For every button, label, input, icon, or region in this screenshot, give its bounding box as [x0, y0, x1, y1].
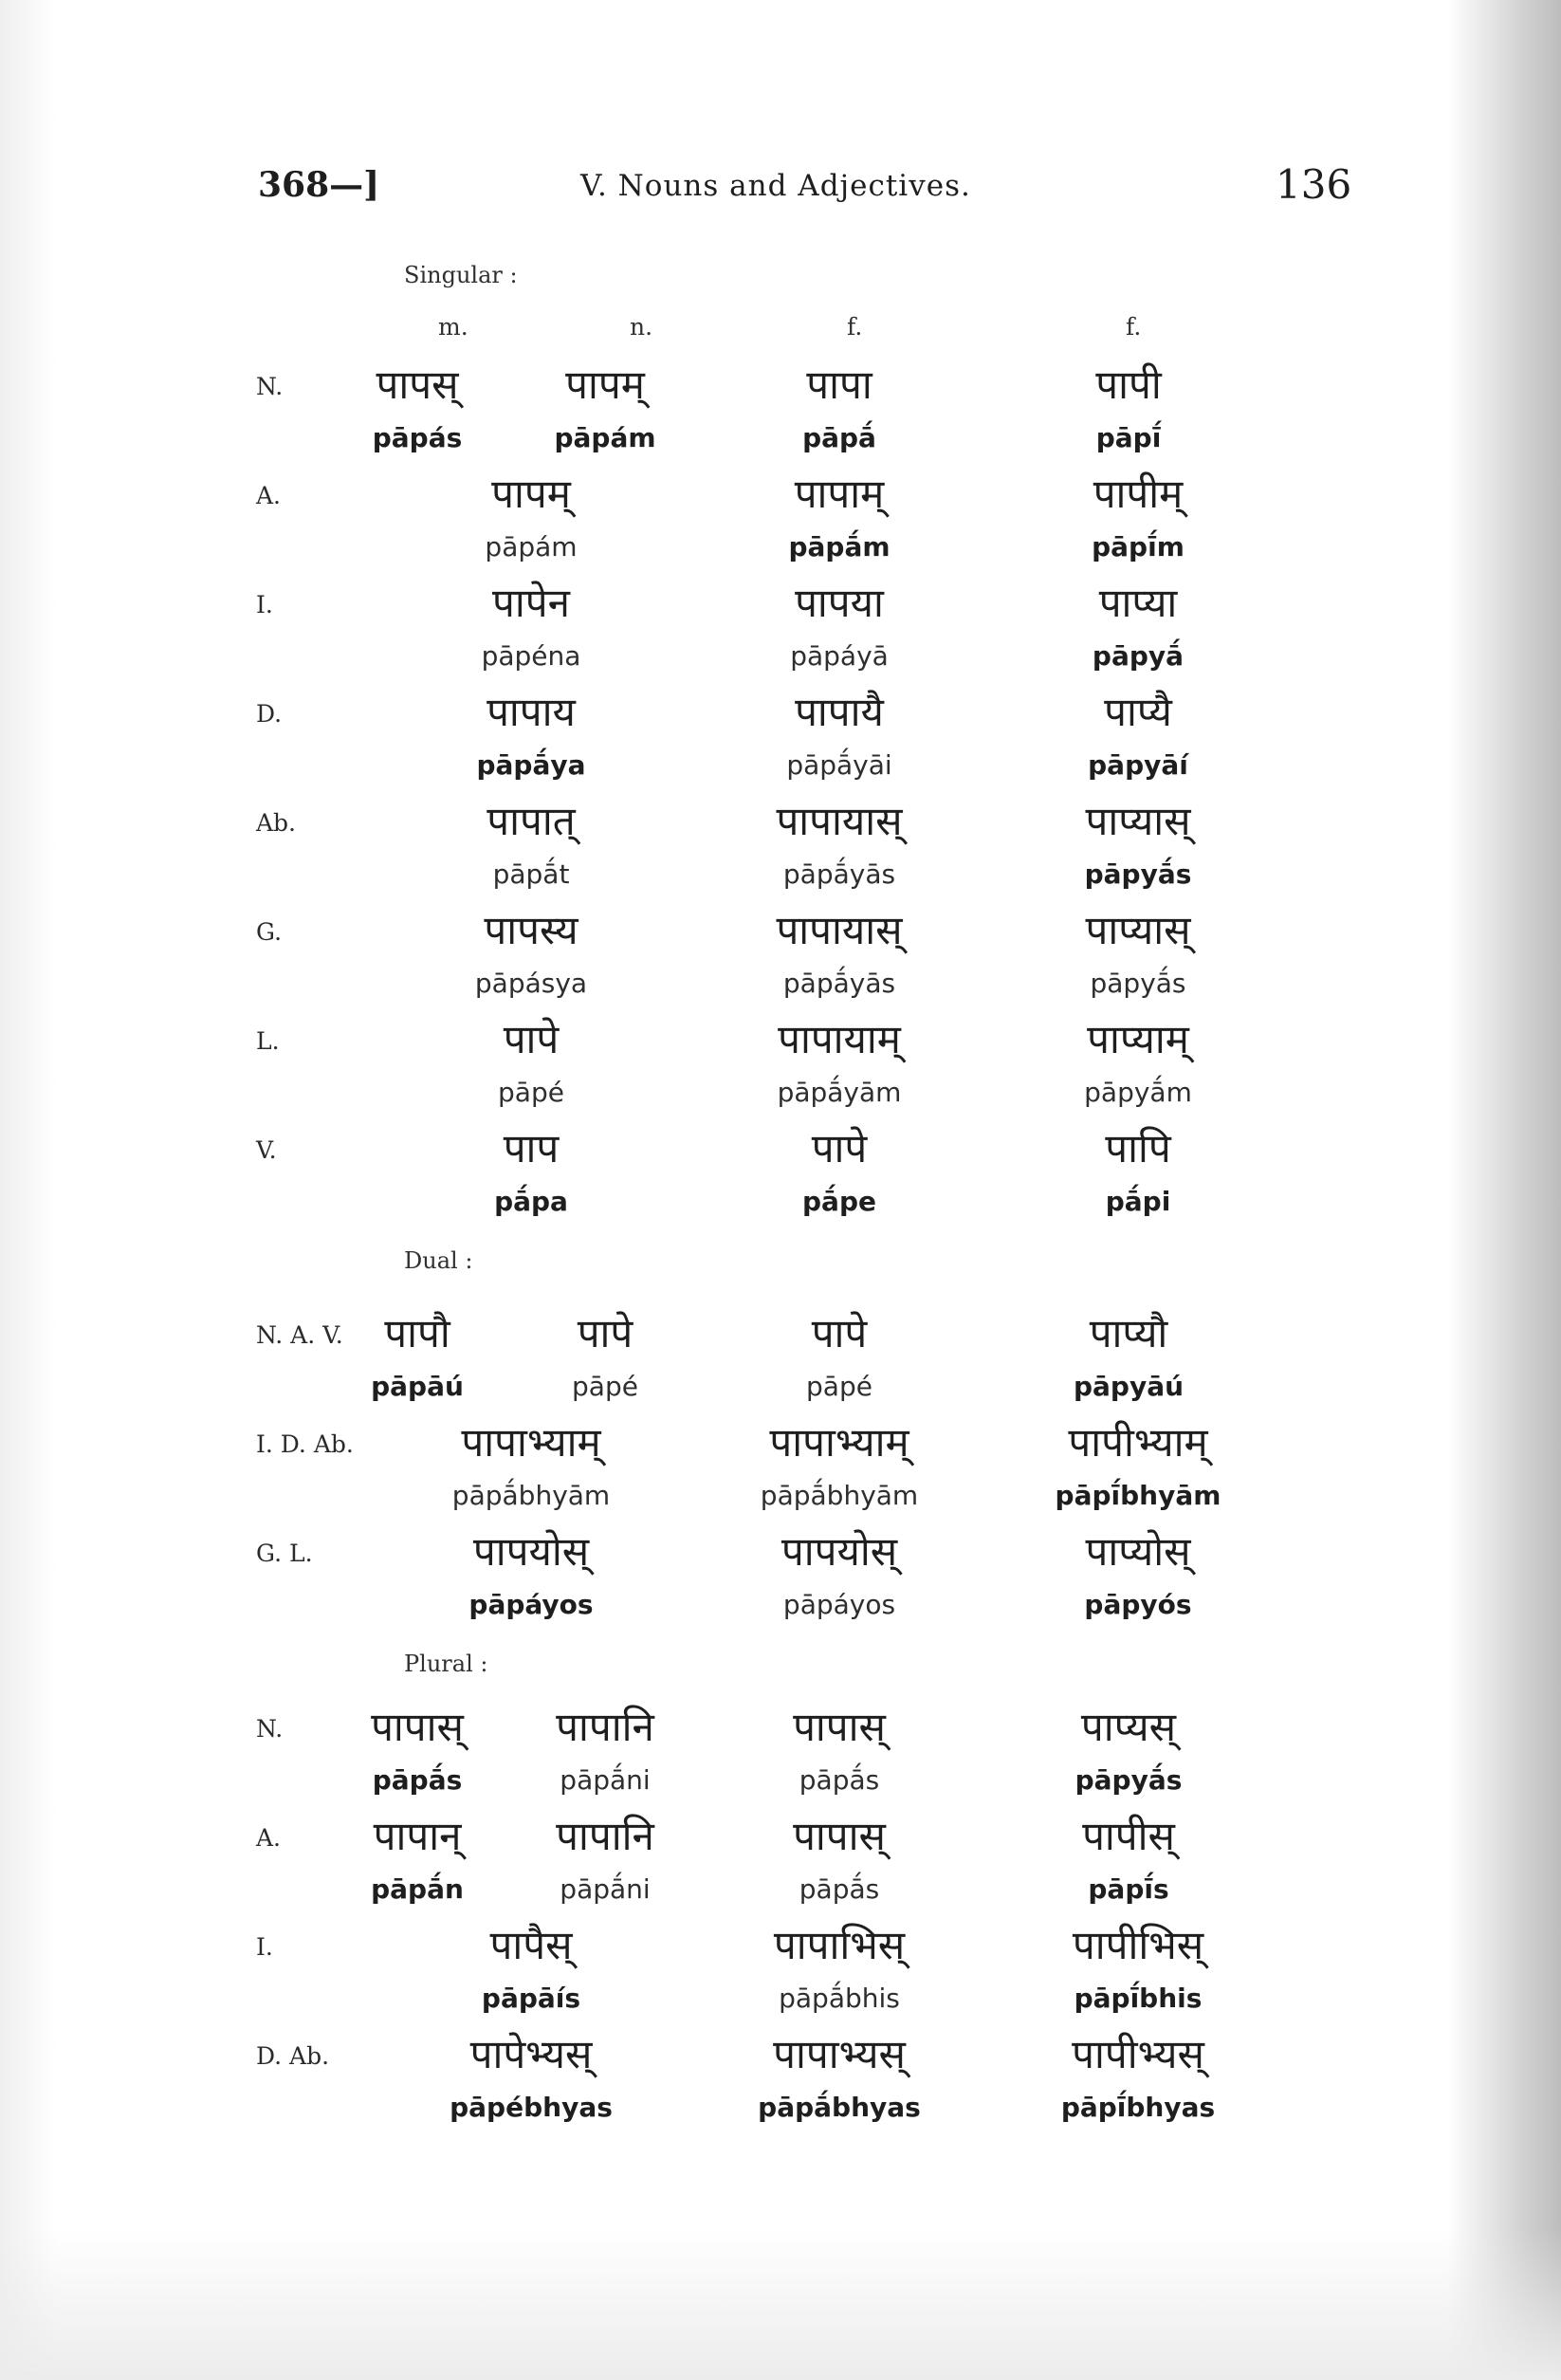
case-label: L.	[256, 1027, 280, 1055]
transliteration: pāpyā́	[1092, 640, 1185, 672]
devanagari-form: पापैस्	[489, 1922, 573, 1968]
case-label: G. L.	[256, 1540, 313, 1567]
devanagari-form: पाप्यौ	[1089, 1310, 1168, 1356]
transliteration: pāpyā́s	[1090, 968, 1186, 999]
devanagari-form: पापायास्	[776, 798, 903, 844]
devanagari-form: पापीस्	[1082, 1813, 1175, 1859]
devanagari-form: पापीभ्यस्	[1072, 2031, 1204, 2077]
devanagari-form: पाप्योस्	[1085, 1528, 1191, 1575]
case-label: G.	[256, 918, 283, 946]
section-label-plural: Plural :	[404, 1651, 488, 1677]
transliteration: pāpī́bhyas	[1060, 2092, 1216, 2123]
devanagari-form: पापीभिस्	[1072, 1922, 1204, 1968]
devanagari-form: पाप	[503, 1125, 560, 1172]
transliteration: pāpé	[806, 1371, 872, 1402]
devanagari-form: पापि	[1105, 1125, 1171, 1172]
case-label: Ab.	[256, 809, 297, 837]
devanagari-form: पापायै	[795, 689, 884, 735]
devanagari-form: पापम्	[565, 361, 645, 408]
transliteration: pāpám	[485, 531, 578, 563]
page-number: 136	[1276, 161, 1352, 208]
case-label: D.	[256, 700, 283, 728]
transliteration: pāpī́m	[1092, 531, 1185, 563]
transliteration: pāpāú	[371, 1371, 464, 1402]
transliteration: pāpā́bhyas	[758, 2092, 921, 2123]
transliteration: pāpyāí	[1088, 749, 1188, 781]
devanagari-form: पापम्	[491, 470, 571, 517]
transliteration: pāpā́yāi	[786, 749, 892, 781]
devanagari-form: पापा	[806, 361, 872, 408]
transliteration: pāpás	[372, 422, 463, 453]
scan-edge-bottom	[0, 2228, 1561, 2380]
transliteration: pāpī́s	[1088, 1873, 1169, 1905]
transliteration: pāpā́ya	[476, 749, 586, 781]
case-label: A.	[256, 1824, 282, 1852]
transliteration: pāpā́m	[788, 531, 891, 563]
case-label: I.	[256, 1933, 273, 1961]
transliteration: pāpyā́m	[1084, 1077, 1192, 1108]
devanagari-form: पापया	[795, 580, 884, 626]
transliteration: pāpā́n	[371, 1873, 464, 1905]
devanagari-form: पाप्या	[1098, 580, 1178, 626]
devanagari-form: पापाभिस्	[773, 1922, 906, 1968]
devanagari-form: पापायाम्	[778, 1016, 901, 1062]
devanagari-form: पापाभ्याम्	[461, 1419, 601, 1466]
devanagari-form: पापे	[811, 1125, 868, 1172]
transliteration: pāpī́bhyām	[1055, 1480, 1221, 1511]
transliteration: pāpā́yās	[782, 968, 896, 999]
section-label-dual: Dual :	[404, 1247, 473, 1274]
devanagari-form: पापानि	[556, 1813, 654, 1859]
transliteration: pāpī́	[1095, 422, 1162, 453]
devanagari-form: पापात्	[487, 798, 576, 844]
transliteration: pāpā́ni	[560, 1873, 651, 1905]
transliteration: pāpā́bhyām	[760, 1480, 919, 1511]
transliteration: pāpéna	[481, 640, 581, 672]
scan-edge-left	[0, 0, 57, 2380]
transliteration: pāpám	[554, 422, 656, 453]
transliteration: pāpé	[572, 1371, 638, 1402]
transliteration: pāpā́s	[799, 1764, 880, 1796]
devanagari-form: पापीम्	[1093, 470, 1184, 517]
devanagari-form: पापास्	[371, 1704, 464, 1750]
case-label: I. D. Ab.	[256, 1430, 354, 1458]
devanagari-form: पाप्यै	[1104, 689, 1172, 735]
gender-header-neuter: n.	[630, 313, 653, 341]
devanagari-form: पापी	[1095, 361, 1162, 408]
transliteration: pāpā́bhis	[779, 1983, 900, 2014]
case-label: A.	[256, 482, 282, 509]
devanagari-form: पापेन	[492, 580, 570, 626]
transliteration: pāpāís	[481, 1983, 581, 2014]
transliteration: pāpā́yām	[777, 1077, 902, 1108]
transliteration: pāpyós	[1084, 1589, 1192, 1620]
chapter-title: V. Nouns and Adjectives.	[580, 169, 971, 203]
transliteration: pāpā́ni	[560, 1764, 651, 1796]
transliteration: pāpā́s	[372, 1764, 463, 1796]
devanagari-form: पापस्	[376, 361, 459, 408]
transliteration: pāpásya	[474, 968, 588, 999]
devanagari-form: पाप्यस्	[1080, 1704, 1177, 1750]
gender-header-feminine-i: f.	[1126, 313, 1142, 341]
scan-edge-right	[1447, 0, 1561, 2380]
transliteration: pā́pa	[494, 1186, 568, 1217]
devanagari-form: पापेभ्यस्	[469, 2031, 593, 2077]
devanagari-form: पापाय	[487, 689, 576, 735]
section-label-singular: Singular :	[404, 262, 518, 288]
devanagari-form: पापायास्	[776, 907, 903, 953]
devanagari-form: पापाभ्याम्	[769, 1419, 909, 1466]
devanagari-form: पापस्य	[484, 907, 578, 953]
devanagari-form: पापयोस्	[472, 1528, 590, 1575]
devanagari-form: पापानि	[556, 1704, 654, 1750]
transliteration: pāpī́bhis	[1074, 1983, 1203, 2014]
devanagari-form: पापान्	[373, 1813, 462, 1859]
devanagari-form: पाप्यास्	[1085, 798, 1191, 844]
devanagari-form: पापे	[503, 1016, 560, 1062]
transliteration: pāpā́t	[492, 858, 570, 890]
case-label: V.	[256, 1136, 277, 1164]
transliteration: pāpā́	[802, 422, 876, 453]
transliteration: pāpébhyas	[450, 2092, 613, 2123]
section-reference: 368—]	[258, 165, 380, 205]
gender-header-feminine: f.	[847, 313, 863, 341]
devanagari-form: पाप्याम्	[1087, 1016, 1189, 1062]
devanagari-form: पापास्	[793, 1813, 886, 1859]
gender-header-masculine: m.	[438, 313, 468, 341]
case-label: D. Ab.	[256, 2042, 330, 2070]
transliteration: pāpáyos	[782, 1589, 896, 1620]
transliteration: pāpā́bhyām	[451, 1480, 611, 1511]
devanagari-form: पापयोस्	[780, 1528, 898, 1575]
transliteration: pāpáyā	[790, 640, 889, 672]
case-label: N.	[256, 373, 284, 400]
devanagari-form: पापे	[577, 1310, 634, 1356]
case-label: N. A. V.	[256, 1321, 343, 1349]
case-label: I.	[256, 591, 273, 618]
transliteration: pāpā́s	[799, 1873, 880, 1905]
transliteration: pāpā́yās	[782, 858, 896, 890]
devanagari-form: पापे	[811, 1310, 868, 1356]
transliteration: pāpyāú	[1073, 1371, 1185, 1402]
devanagari-form: पापीभ्याम्	[1068, 1419, 1208, 1466]
devanagari-form: पाप्यास्	[1085, 907, 1191, 953]
transliteration: pāpyā́s	[1084, 858, 1192, 890]
devanagari-form: पापास्	[793, 1704, 886, 1750]
transliteration: pāpyā́s	[1074, 1764, 1183, 1796]
case-label: N.	[256, 1715, 284, 1743]
devanagari-form: पापौ	[384, 1310, 450, 1356]
transliteration: pāpé	[498, 1077, 564, 1108]
devanagari-form: पापाभ्यस्	[773, 2031, 906, 2077]
transliteration: pā́pe	[802, 1186, 876, 1217]
devanagari-form: पापाम्	[794, 470, 885, 517]
transliteration: pā́pi	[1105, 1186, 1171, 1217]
transliteration: pāpáyos	[468, 1589, 594, 1620]
